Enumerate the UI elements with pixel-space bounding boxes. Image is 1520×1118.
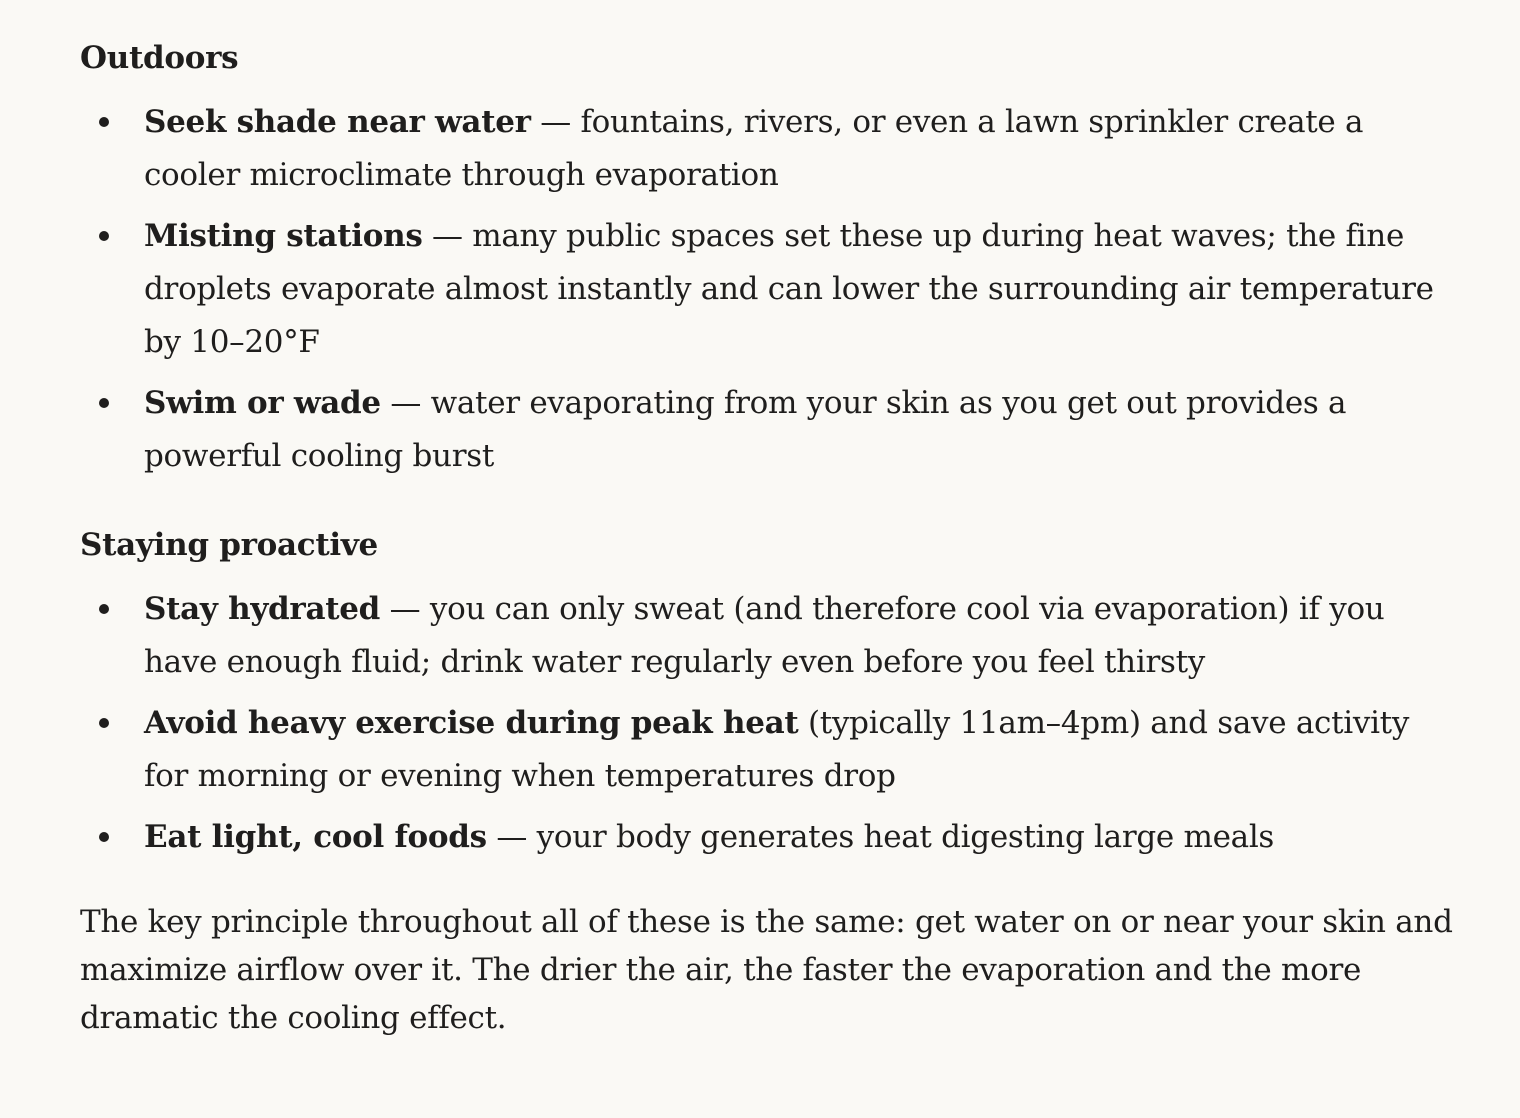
bullet-icon	[99, 398, 109, 408]
item-term: Misting stations	[144, 218, 423, 254]
outdoors-list	[80, 96, 1460, 483]
list-item	[80, 811, 1460, 864]
item-text: — you can only sweat (and therefore cool via evaporation) if you have enough fluid; drink water regularly even before you feel thirsty	[144, 591, 1385, 680]
section-heading-outdoors: Outdoors	[80, 40, 239, 76]
bullet-icon	[99, 832, 109, 842]
item-text: — your body generates heat digesting large meals	[486, 819, 1275, 855]
summary-paragraph: The key principle throughout all of these is the same: get water on or near your skin and maximize airflow over it. The drier the air, the faster the evaporation and the more dramatic the cooling effect.	[80, 904, 1453, 1036]
bullet-icon	[99, 231, 109, 241]
list-item	[80, 377, 1460, 483]
item-term: Eat light, cool foods	[144, 819, 487, 855]
bullet-icon	[99, 117, 109, 127]
item-term: Seek shade near water	[144, 104, 531, 140]
item-text: — water evaporating from your skin as you get out provides a powerful cooling burst	[144, 385, 1347, 474]
item-text: (typically 11am–4pm) and save activity for morning or evening when temperatures drop	[144, 705, 1410, 794]
bullet-icon	[99, 718, 109, 728]
list-item	[80, 96, 1460, 202]
list-item	[80, 697, 1460, 803]
list-item	[80, 210, 1460, 369]
item-text: — fountains, rivers, or even a lawn sprinkler create a cooler microclimate through evaporation	[144, 104, 1364, 193]
item-term: Avoid heavy exercise during peak heat	[144, 705, 799, 741]
section-heading-staying-proactive: Staying proactive	[80, 527, 378, 563]
staying-proactive-list	[80, 583, 1460, 864]
item-text: — many public spaces set these up during heat waves; the fine droplets evaporate almost instantly and can lower the surrounding air temperature by 10–20°F	[144, 218, 1434, 360]
article-body	[80, 0, 1460, 1042]
list-item	[80, 583, 1460, 689]
item-term: Swim or wade	[144, 385, 381, 421]
item-term: Stay hydrated	[144, 591, 381, 627]
bullet-icon	[99, 604, 109, 614]
